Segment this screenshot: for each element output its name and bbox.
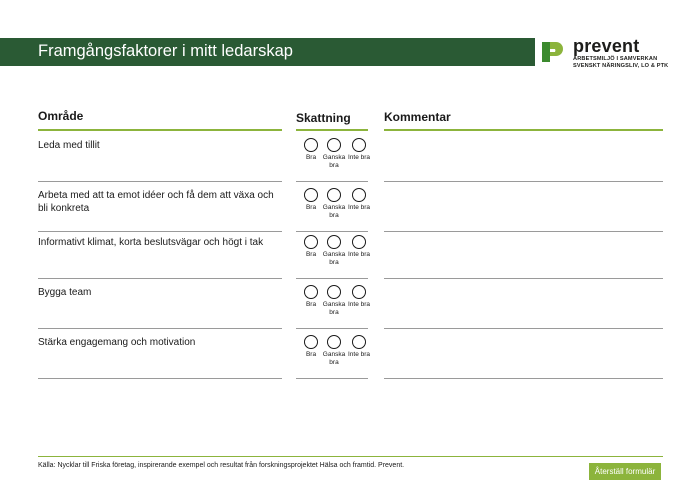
comment-field[interactable] [384,280,663,326]
comment-field[interactable] [384,133,663,179]
comment-field[interactable] [384,183,663,229]
logo-tagline-2: SVENSKT NÄRINGSLIV, LO & PTK [573,63,669,69]
prevent-logo-icon [541,40,565,64]
rating-radio-button[interactable] [327,235,341,249]
rating-radio-button[interactable] [327,138,341,152]
rating-radio-button[interactable] [304,285,318,299]
comment-field[interactable] [384,230,663,276]
rating-option-label: Ganska bra [322,351,346,366]
reset-form-button[interactable]: Återställ formulär [589,463,661,480]
rating-radio-button[interactable] [352,335,366,349]
column-header-area: Område [38,109,84,123]
area-row-divider [38,181,282,182]
rating-option-label: Ganska bra [322,204,346,219]
area-header-underline [38,129,282,131]
area-row-divider [38,231,282,232]
rating-radio-button[interactable] [327,285,341,299]
rating-option-label: Inte bra [347,301,371,308]
prevent-logo [541,36,671,76]
comment-row-divider [384,278,663,279]
comment-row-divider [384,378,663,379]
rating-radio-button[interactable] [304,235,318,249]
rating-option-label: Ganska bra [322,251,346,266]
rating-row-divider [296,378,368,379]
rating-radio-button[interactable] [304,138,318,152]
row-area-label: Leda med tillit [38,140,100,151]
rating-option [346,335,372,359]
rating-option [346,138,372,162]
rating-option-label: Ganska bra [322,154,346,169]
rating-option [321,335,347,366]
rating-radio-button[interactable] [327,188,341,202]
rating-radio-button[interactable] [352,285,366,299]
area-row-divider [38,328,282,329]
rating-radio-group [298,235,370,267]
rating-row-divider [296,231,368,232]
rating-option [321,235,347,266]
rating-option-label: Inte bra [347,204,371,211]
row-area-label: Bygga team [38,287,92,298]
column-header-comment: Kommentar [384,110,451,124]
logo-wordmark: prevent [573,36,640,56]
page-title: Framgångsfaktorer i mitt ledarskap [38,42,293,60]
rating-option [321,285,347,316]
rating-radio-button[interactable] [327,335,341,349]
rating-option-label: Inte bra [347,154,371,161]
row-area-label: Stärka engagemang och motivation [38,337,196,348]
rating-option [346,285,372,309]
comment-field[interactable] [384,330,663,376]
rating-row-divider [296,278,368,279]
rating-row-divider [296,328,368,329]
rating-option-label: Bra [305,301,317,308]
rating-option [346,235,372,259]
rating-option-label: Ganska bra [322,301,346,316]
rating-radio-group [298,188,370,220]
area-row-divider [38,378,282,379]
rating-option [321,188,347,219]
rating-header-underline [296,129,368,131]
rating-option-label: Inte bra [347,351,371,358]
rating-radio-button[interactable] [352,235,366,249]
rating-radio-button[interactable] [352,138,366,152]
rating-option [321,138,347,169]
area-row-divider [38,278,282,279]
rating-radio-group [298,138,370,170]
rating-option-label: Bra [305,204,317,211]
comment-header-underline [384,129,663,131]
rating-radio-button[interactable] [304,335,318,349]
rating-option [346,188,372,212]
rating-option-label: Inte bra [347,251,371,258]
column-header-rating: Skattning [296,111,351,125]
rating-radio-group [298,285,370,317]
rating-option-label: Bra [305,154,317,161]
comment-row-divider [384,328,663,329]
title-banner [0,38,535,66]
source-note: Källa: Nycklar till Friska företag, inspirerande exempel och resultat från forskningsprojektet Hälsa och framtid. Prevent. [38,462,405,469]
logo-tagline-1: ARBETSMILJÖ I SAMVERKAN [573,56,658,62]
comment-row-divider [384,181,663,182]
rating-radio-button[interactable] [304,188,318,202]
row-area-label: Arbeta med att ta emot idéer och få dem att växa och bli konkreta [38,190,274,214]
rating-row-divider [296,181,368,182]
rating-option-label: Bra [305,251,317,258]
rating-radio-group [298,335,370,367]
row-area-label: Informativt klimat, korta beslutsvägar och högt i tak [38,237,264,248]
rating-option-label: Bra [305,351,317,358]
rating-radio-button[interactable] [352,188,366,202]
footer-divider [38,456,663,457]
